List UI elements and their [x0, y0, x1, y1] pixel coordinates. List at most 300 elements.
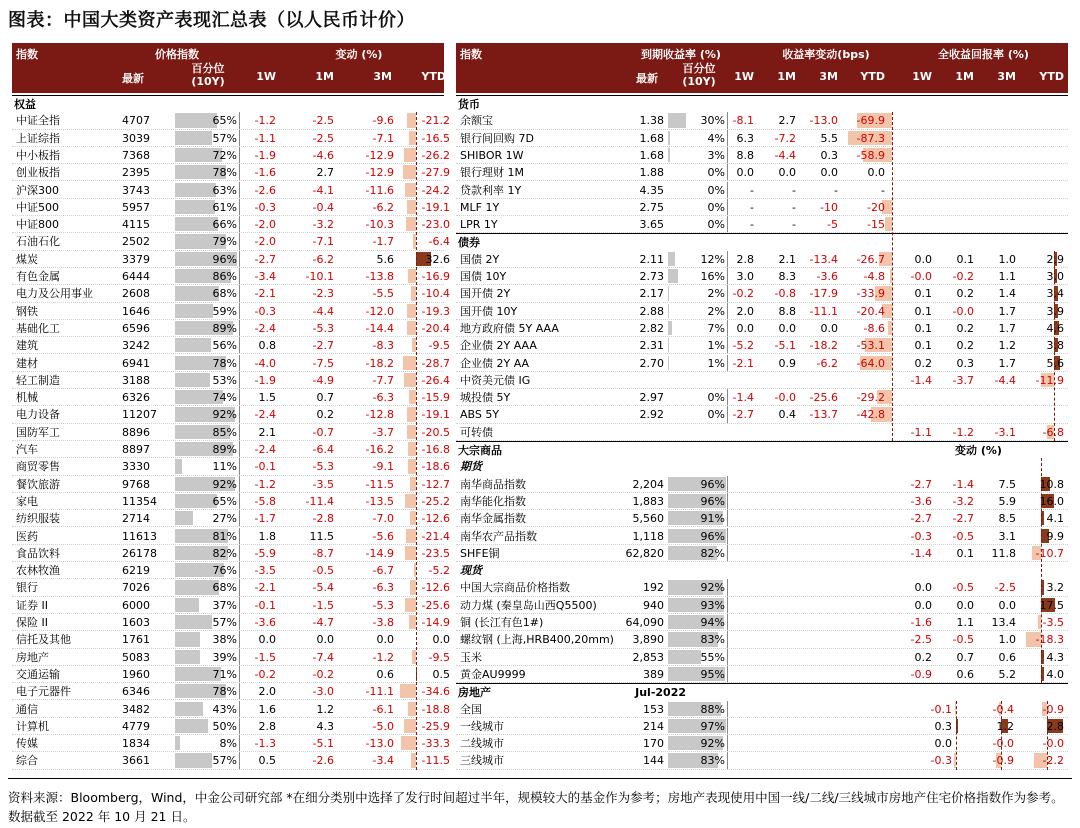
percentile-value: 37% [212, 598, 237, 612]
chg-1m: -0.2 [312, 667, 334, 681]
chg-1w: -0.3 [254, 200, 276, 214]
chg-1m: -4.7 [312, 616, 334, 629]
table-row [456, 112, 1068, 129]
return-1w: 0.1 [914, 339, 932, 353]
table-row [456, 182, 1068, 199]
chg-1m: -2.7 [952, 512, 974, 526]
chg-1m: -5.1 [312, 737, 334, 751]
chg-3m: 8.5 [998, 512, 1016, 526]
table-row [12, 718, 450, 735]
chg-3m: 3.1 [998, 529, 1016, 543]
chg-3m: -3.7 [372, 425, 394, 439]
percentile-value: 2% [707, 304, 725, 318]
return-3m: 1.7 [998, 356, 1016, 370]
percentile-value: 92% [700, 737, 725, 751]
latest-value: 2.31 [639, 339, 664, 353]
table-row [12, 268, 450, 285]
yield-chg-3m: -3.6 [816, 270, 838, 283]
return-1w [896, 389, 932, 405]
yield-chg-3m: -18.2 [809, 339, 838, 353]
latest-value: 62,820 [625, 546, 664, 560]
ytd-value: -21.2 [421, 114, 450, 128]
table-row [12, 182, 450, 199]
percentile-cell [668, 631, 728, 647]
percentile-cell [175, 510, 240, 526]
chg-1m: -7.1 [312, 235, 334, 249]
percentile-cell [668, 718, 728, 734]
ytd-value: -25.6 [421, 598, 450, 612]
latest-value: 1.68 [639, 131, 664, 145]
percentile-cell [175, 216, 240, 232]
chg-1w: 0.0 [258, 633, 276, 647]
chg-3m: -5.0 [372, 719, 394, 733]
chg-3m: -12.0 [365, 304, 394, 318]
percentile-cell [175, 666, 240, 682]
percentile-value: 27% [212, 512, 237, 526]
chg-3m: 0.6 [376, 667, 394, 681]
row-name: 石油石化 [16, 235, 60, 249]
chg-1m: -7.5 [312, 356, 334, 370]
yield-chg-1m: - [792, 183, 796, 197]
ytd-value: -0.0 [1042, 737, 1064, 751]
chg-1w: -0.3 [910, 529, 932, 543]
table-row [12, 545, 450, 562]
table-row [12, 303, 450, 320]
ytd-value: 4.6 [1046, 321, 1064, 335]
latest-value: 2.75 [639, 200, 664, 214]
table-row [12, 649, 450, 666]
table-row [12, 735, 450, 752]
row-name: 医药 [16, 529, 38, 543]
row-name: SHIBOR 1W [460, 148, 524, 162]
row-name: 动力煤 (秦皇岛山西Q5500) [460, 598, 597, 612]
chg-3m: -7.1 [372, 131, 394, 145]
chg-3m: -7.0 [372, 512, 394, 526]
header-ytd: YTD [421, 70, 446, 83]
chg-3m: -11.6 [365, 183, 394, 197]
yield-chg-3m: -11.1 [809, 304, 838, 318]
row-name: 南华农产品指数 [460, 529, 537, 543]
table-row [456, 579, 1068, 596]
return-3m: 1.7 [998, 304, 1016, 318]
percentile-cell [668, 666, 728, 682]
yield-chg-3m: 0.0 [820, 166, 838, 180]
percentile-value: 0% [707, 183, 725, 197]
table-row [12, 389, 450, 406]
chg-1w: -2.1 [254, 581, 276, 595]
chg-1w: -0.9 [910, 667, 932, 681]
ytd-value: -21.4 [421, 529, 450, 543]
yield-chg-1w: -0.2 [732, 287, 754, 301]
chg-1w: -3.5 [254, 564, 276, 578]
footnote: 资料来源：Bloomberg，Wind，中金公司研究部 *在细分类别中选择了发行时间超过半年，规模较大的基金作为参考；房地产表现使用中国一线/二线/三线城市房地产住宅价格指数作为参考。数据截至 2022 年 10 月 21 日。 [8, 790, 1064, 824]
table-row [12, 476, 450, 493]
left-header [12, 43, 444, 93]
latest-value: 2.70 [639, 356, 664, 370]
yield-chg-3m: 0.0 [820, 321, 838, 335]
chg-3m: -12.9 [365, 166, 394, 180]
percentile-value: 56% [212, 339, 237, 353]
chg-3m: -10.3 [365, 218, 394, 232]
page-title: 图表：中国大类资产表现汇总表（以人民币计价） [8, 10, 415, 31]
percentile-cell [175, 424, 240, 440]
yield-chg-3m [802, 424, 838, 440]
latest-value: 3242 [122, 339, 150, 353]
table-row [12, 251, 450, 268]
percentile-value: 55% [700, 650, 725, 664]
row-name: 中证全指 [16, 114, 60, 128]
ytd-value: -9.5 [428, 650, 450, 664]
table-row [456, 337, 1068, 354]
table-row [456, 752, 1068, 769]
chg-3m: -3.8 [372, 616, 394, 629]
row-name: 建材 [16, 356, 38, 370]
percentile-cell [668, 493, 728, 509]
latest-value: 6326 [122, 391, 150, 405]
latest-value: 170 [643, 737, 664, 751]
return-1w [896, 406, 932, 422]
chg-1m: -2.5 [312, 114, 334, 128]
row-name: ABS 5Y [460, 408, 500, 422]
chg-1m: -2.6 [312, 754, 334, 768]
return-3m: 1.4 [998, 287, 1016, 301]
ytd-value: -2.2 [1042, 754, 1064, 768]
return-1m: -0.2 [952, 270, 974, 283]
chg-1w: -1.6 [254, 166, 276, 180]
table-row [456, 406, 1068, 423]
yield-chg-1w: - [750, 183, 754, 197]
row-name: 食品饮料 [16, 546, 60, 560]
row-name: 银行理财 1M [460, 166, 524, 180]
subgroup-label: 期货 [460, 460, 482, 474]
latest-value: 1761 [122, 633, 150, 647]
percentile-value: 89% [212, 443, 237, 456]
return-1m: 0.2 [956, 321, 974, 335]
percentile-cell [175, 631, 240, 647]
percentile-value: 53% [212, 373, 237, 387]
chg-1w: -1.2 [254, 477, 276, 491]
row-name: 国开债 10Y [460, 304, 518, 318]
chg-3m: -9.1 [372, 460, 394, 474]
return-1w: 0.1 [914, 321, 932, 335]
group-bond [456, 233, 1068, 250]
ytd-value: -42.8 [856, 408, 885, 422]
chg-1w: 1.6 [258, 702, 276, 716]
chg-1m: 11.5 [309, 529, 334, 543]
latest-value: 3661 [122, 754, 150, 768]
chg-1m: -4.1 [312, 183, 334, 197]
yield-chg-3m: 0.3 [820, 148, 838, 162]
percentile-value: 57% [212, 754, 237, 768]
latest-value [586, 424, 664, 440]
yield-chg-1w: 0.0 [736, 321, 754, 335]
chg-1w: -2.4 [254, 408, 276, 422]
chg-1w: 0.2 [914, 650, 932, 664]
ytd-value [849, 424, 885, 440]
group-commodity [456, 441, 1068, 458]
latest-value: 7026 [122, 581, 150, 595]
ytd-value: -0.4 [992, 702, 1014, 716]
header-1m-yield: 1M [777, 70, 796, 83]
latest-value: 11207 [122, 408, 157, 422]
percentile-value: 78% [212, 166, 237, 180]
ytd-value: 16.0 [1039, 494, 1064, 508]
row-name: 上证综指 [16, 131, 60, 145]
percentile-cell [175, 337, 240, 353]
yield-chg-3m: -13.7 [809, 408, 838, 422]
percentile-value: 1% [707, 339, 725, 353]
table-row [456, 614, 1068, 631]
percentile-cell [175, 441, 240, 457]
yield-chg-1m: 8.8 [778, 304, 796, 318]
ytd-value: -16.8 [421, 443, 450, 456]
percentile-value: 50% [212, 719, 237, 733]
percentile-cell [175, 164, 240, 180]
return-1m [938, 389, 974, 405]
ytd-axis [416, 112, 417, 769]
percentile-value: 30% [700, 114, 725, 128]
chg-1m: 0.6 [956, 667, 974, 681]
yield-chg-3m: - [834, 183, 838, 197]
row-name: 南华能化指数 [460, 494, 526, 508]
chg-3m: 7.5 [998, 477, 1016, 491]
chg-3m: -11.1 [365, 685, 394, 699]
percentile-value: 68% [212, 581, 237, 595]
yield-chg-3m: 5.5 [820, 131, 838, 145]
percentile-value: 65% [212, 114, 237, 128]
chg-1m: -2.8 [312, 512, 334, 526]
row-name: 一线城市 [460, 719, 504, 733]
return-1w: 0.0 [914, 252, 932, 266]
chg-1w: 0.0 [914, 598, 932, 612]
table-row [12, 320, 450, 337]
table-row [12, 510, 450, 527]
row-name: SHFE铜 [460, 546, 500, 560]
ytd-value: -19.1 [421, 408, 450, 422]
header-3m-return: 3M [997, 70, 1016, 83]
chg-1m: -2.5 [312, 131, 334, 145]
ytd-value: -87.3 [856, 131, 885, 145]
chg-1m: -6.2 [312, 252, 334, 266]
subgroup-futures [456, 458, 1068, 475]
ytd-value: 2.9 [1046, 252, 1064, 266]
percentile-cell [175, 233, 240, 249]
yield-chg-1m: 0.4 [778, 408, 796, 422]
header-3m-yield: 3M [819, 70, 838, 83]
chg-1m: -5.3 [312, 460, 334, 474]
ytd-value: -26.4 [421, 373, 450, 387]
latest-value: 1646 [122, 304, 150, 318]
row-name: 交通运输 [16, 667, 60, 681]
table-row [456, 649, 1068, 666]
latest-value: 3379 [122, 252, 150, 266]
latest-value: 192 [643, 581, 664, 595]
subgroup-label: 现货 [460, 564, 482, 578]
percentile-cell [175, 355, 240, 371]
table-row [456, 597, 1068, 614]
table-row [456, 320, 1068, 337]
table-row [12, 666, 450, 683]
latest-value: 144 [643, 754, 664, 768]
yield-chg-1m [760, 372, 796, 388]
ytd-value: 4.3 [1046, 650, 1064, 664]
header-index: 指数 [460, 48, 482, 61]
table-row [456, 701, 1068, 718]
percentile-value: 83% [700, 633, 725, 647]
row-name: 轻工制造 [16, 373, 60, 387]
percentile-cell [175, 406, 240, 422]
row-name: 二线城市 [460, 737, 504, 751]
latest-value: 940 [643, 598, 664, 612]
table-row [12, 424, 450, 441]
header-3m: 3M [373, 70, 392, 83]
header-change: 变动 (%) [335, 48, 383, 61]
row-name: 钢铁 [16, 304, 38, 318]
chg-1m: -0.5 [312, 564, 334, 578]
ytd-value: 0.5 [432, 667, 450, 681]
return-1m: -1.2 [952, 425, 974, 439]
latest-value: 3.65 [639, 218, 664, 232]
return-1w: 0.2 [914, 356, 932, 370]
latest-value: 26178 [122, 546, 157, 560]
chg-3m: -6.7 [372, 564, 394, 578]
ytd-value: -25.9 [421, 719, 450, 733]
latest-value: 8896 [122, 425, 150, 439]
percentile-value: 0% [707, 200, 725, 214]
chg-1m: -4.6 [312, 148, 334, 162]
table-row [12, 614, 450, 631]
ytd-value: 0.0 [432, 633, 450, 647]
return-3m: 1.1 [998, 270, 1016, 283]
percentile-value: 65% [212, 494, 237, 508]
table-row [12, 441, 450, 458]
ytd-value: -12.6 [421, 581, 450, 595]
return-1w: 0.1 [914, 304, 932, 318]
ytd-value: 2.8 [1046, 719, 1064, 733]
return-1m [938, 406, 974, 422]
chg-1m: -1.4 [952, 477, 974, 491]
latest-value: 2,204 [632, 477, 664, 491]
percentile-cell [175, 389, 240, 405]
row-name: 黄金AU9999 [460, 667, 526, 681]
percentile-value: 96% [700, 477, 725, 491]
table-row [12, 164, 450, 181]
chg-3m: -1.2 [372, 650, 394, 664]
row-name: 银行间回购 7D [460, 131, 534, 145]
chg-3m: 13.4 [991, 616, 1016, 629]
row-name: 纺织服装 [16, 512, 60, 526]
ytd-value: -14.9 [421, 616, 450, 629]
chg-1w: -1.6 [910, 616, 932, 629]
table-row [456, 424, 1068, 441]
table-row [12, 112, 450, 129]
percentile-value: 74% [212, 391, 237, 405]
table-row [456, 718, 1068, 735]
latest-value: 1,118 [632, 529, 664, 543]
row-name: LPR 1Y [460, 218, 498, 232]
ytd-value: -9.5 [428, 339, 450, 353]
table-row [12, 233, 450, 250]
row-name: 电子元器件 [16, 685, 71, 699]
percentile-cell [175, 147, 240, 163]
yield-chg-1m: 2.7 [778, 114, 796, 128]
row-name: 保险 II [16, 616, 48, 629]
ytd-value: -0.0 [992, 737, 1014, 751]
header-latest: 最新 [122, 72, 144, 85]
return-3m: -4.4 [994, 373, 1016, 387]
ytd-value: -15.9 [421, 391, 450, 405]
percentile-cell [668, 701, 728, 717]
latest-value: 3330 [122, 460, 150, 474]
latest-value: 2.92 [639, 408, 664, 422]
chg-1w: -1.9 [254, 373, 276, 387]
header-total-return: 全收益回报率 (%) [938, 48, 1029, 61]
chg-1w: 1.8 [258, 529, 276, 543]
ytd-value: -15 [867, 218, 885, 232]
yield-chg-1m: -5.1 [774, 339, 796, 353]
percentile-value: 8% [219, 737, 237, 751]
latest-value: 2.11 [639, 252, 664, 266]
chg-1m: -11.4 [305, 494, 334, 508]
latest-value: 5083 [122, 650, 150, 664]
chg-3m: 5.9 [998, 494, 1016, 508]
ytd-value: 1.2 [996, 719, 1014, 733]
latest-value: 2.88 [639, 304, 664, 318]
table-row [456, 164, 1068, 181]
ytd-value: 3.4 [1046, 287, 1064, 301]
header-1w-yield: 1W [734, 70, 754, 83]
percentile-value: 59% [212, 304, 237, 318]
percentile-cell [175, 268, 240, 284]
ytd-value: -16.9 [421, 270, 450, 283]
row-name: 国债 10Y [460, 270, 507, 283]
header-ytd-yield: YTD [860, 70, 885, 83]
chg-1m: -3.2 [952, 494, 974, 508]
chg-1w: -0.1 [254, 460, 276, 474]
chg-3m: -9.6 [372, 114, 394, 128]
real-estate-date: Jul-2022 [635, 686, 686, 700]
return-3m: 1.7 [998, 321, 1016, 335]
row-name: 餐饮旅游 [16, 477, 60, 491]
return-1m: 0.3 [956, 356, 974, 370]
chg-1m: -7.4 [312, 650, 334, 664]
chg-1w: -2.0 [254, 235, 276, 249]
chg-3m: -14.4 [365, 321, 394, 335]
chg-1w: -5.8 [254, 494, 276, 508]
ytd-value: 10.8 [1039, 477, 1064, 491]
ytd-value: -19.1 [421, 200, 450, 214]
bond-commodity-panel [456, 43, 1068, 773]
chg-3m: -2.5 [994, 581, 1016, 595]
chg-1w: -5.9 [254, 546, 276, 560]
header-index: 指数 [16, 48, 38, 61]
chg-1w: 2.1 [258, 425, 276, 439]
row-name: 三线城市 [460, 754, 504, 768]
chg-3m: -18.2 [365, 356, 394, 370]
yield-chg-3m: -10 [820, 200, 838, 214]
percentile-value: 85% [212, 425, 237, 439]
ytd-value: -23.0 [421, 218, 450, 232]
ytd-value: -53.1 [856, 339, 885, 353]
percentile-value: 72% [212, 148, 237, 162]
percentile-value: 4% [707, 131, 725, 145]
ytd-value: -26.2 [421, 148, 450, 162]
row-name: 证券 II [16, 598, 48, 612]
return-1w: -1.4 [910, 373, 932, 387]
chg-3m: -11.5 [365, 477, 394, 491]
chg-1m: -0.5 [952, 581, 974, 595]
percentile-value: 3% [707, 148, 725, 162]
